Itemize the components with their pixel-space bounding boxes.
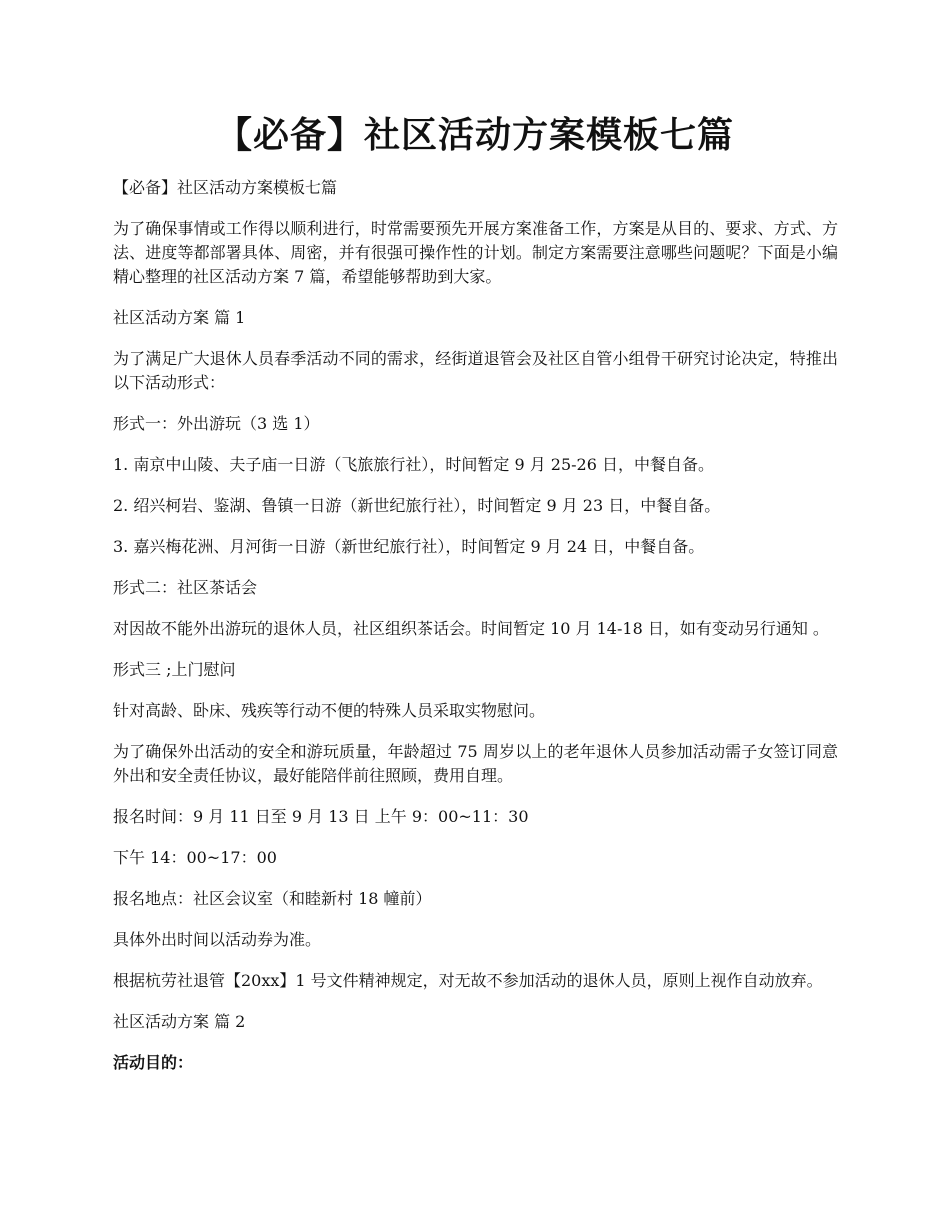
paragraph: 2. 绍兴柯岩、鉴湖、鲁镇一日游（新世纪旅行社），时间暂定 9 月 23 日，中餐自备。 — [113, 496, 721, 515]
document-title: 【必备】社区活动方案模板七篇 — [215, 114, 734, 156]
paragraph: 社区活动方案 篇 2 — [113, 1012, 246, 1031]
paragraph: 3. 嘉兴梅花洲、月河街一日游（新世纪旅行社），时间暂定 9 月 24 日，中餐自备。 — [113, 537, 705, 556]
paragraph: 下午 14：00~17：00 — [113, 848, 277, 867]
paragraph: 为了确保事情或工作得以顺利进行，时常需要预先开展方案准备工作，方案是从目的、要求、方式、方法、进度等都部署具体、周密，并有很强可操作性的计划。制定方案需要注意哪些问题呢？下面是小编精心整理的社区活动方案 7 篇，希望能够帮助到大家。 — [113, 219, 838, 286]
paragraph: 对因故不能外出游玩的退休人员，社区组织茶话会。时间暂定 10 月 14-18 日，如有变动另行通知 。 — [113, 619, 829, 638]
paragraph: 社区活动方案 篇 1 — [113, 308, 246, 327]
paragraph: 1. 南京中山陵、夫子庙一日游（飞旅旅行社），时间暂定 9 月 25-26 日，中餐自备。 — [113, 455, 715, 474]
paragraph: 报名时间：9 月 11 日至 9 月 13 日 上午 9：00~11：30 — [113, 807, 529, 826]
paragraph: 针对高龄、卧床、残疾等行动不便的特殊人员采取实物慰问。 — [113, 701, 546, 720]
paragraph: 【必备】社区活动方案模板七篇 — [113, 178, 338, 197]
paragraph: 根据杭劳社退管【20xx】1 号文件精神规定，对无故不参加活动的退休人员，原则上视作自动放弃。 — [113, 971, 823, 990]
paragraph: 形式三 ;上门慰问 — [113, 660, 236, 679]
paragraph: 报名地点：社区会议室（和睦新村 18 幢前） — [113, 889, 432, 908]
paragraph: 形式一：外出游玩（3 选 1） — [113, 414, 320, 433]
paragraph: 形式二：社区茶话会 — [113, 578, 258, 597]
section-heading: 活动目的： — [113, 1053, 194, 1072]
paragraph: 为了满足广大退休人员春季活动不同的需求，经街道退管会及社区自管小组骨干研究讨论决定，特推出以下活动形式： — [113, 349, 838, 392]
paragraph: 为了确保外出活动的安全和游玩质量，年龄超过 75 周岁以上的老年退休人员参加活动需子女签订同意外出和安全责任协议，最好能陪伴前往照顾，费用自理。 — [113, 742, 838, 785]
paragraph: 具体外出时间以活动券为准。 — [113, 930, 322, 949]
document-body — [113, 176, 838, 1092]
